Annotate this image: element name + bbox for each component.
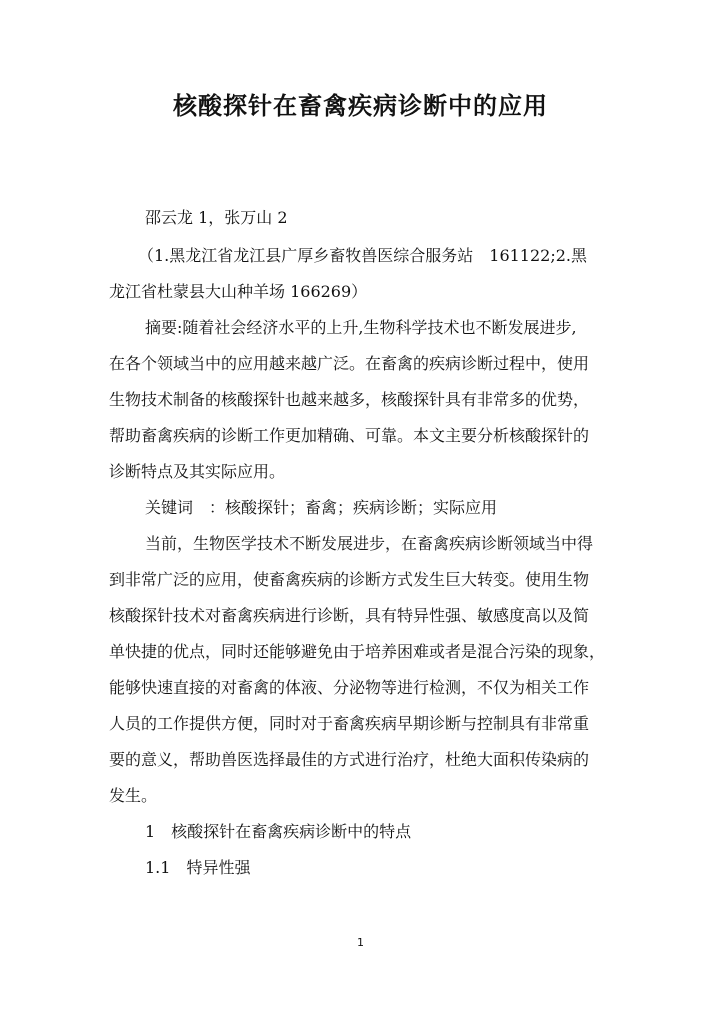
- intro-line: 单快捷的优点，同时还能够避免由于培养困难或者是混合污染的现象，: [109, 642, 606, 661]
- abstract-line: 帮助畜禽疾病的诊断工作更加精确、可靠。本文主要分析核酸探针的: [109, 426, 590, 445]
- intro-line: 能够快速直接的对畜禽的体液、分泌物等进行检测，不仅为相关工作: [109, 678, 590, 697]
- abstract-line: 摘要:随着社会经济水平的上升,生物科学技术也不断发展进步,: [145, 318, 577, 337]
- page-number: 1: [357, 936, 364, 949]
- abstract-line: 诊断特点及其实际应用。: [109, 462, 286, 481]
- document-title: 核酸探针在畜禽疾病诊断中的应用: [173, 92, 548, 120]
- authors: 邵云龙 1，张万山 2: [145, 208, 288, 227]
- keywords: 关键词 ：核酸探针；畜禽；疾病诊断；实际应用: [145, 498, 498, 517]
- section-heading-1: 1 核酸探针在畜禽疾病诊断中的特点: [145, 822, 412, 841]
- intro-line: 核酸探针技术对畜禽疾病进行诊断，具有特异性强、敏感度高以及简: [109, 606, 590, 625]
- section-heading-1-1: 1.1 特异性强: [145, 858, 251, 877]
- affiliation-line-2: 龙江省杜蒙县大山种羊场 166269）: [109, 282, 368, 301]
- abstract-line: 生物技术制备的核酸探针也越来越多，核酸探针具有非常多的优势，: [109, 390, 590, 409]
- intro-line: 发生。: [109, 786, 158, 805]
- intro-line: 要的意义，帮助兽医选择最佳的方式进行治疗，杜绝大面积传染病的: [109, 750, 590, 769]
- abstract-line: 在各个领域当中的应用越来越广泛。在畜禽的疾病诊断过程中，使用: [109, 354, 590, 373]
- intro-line: 当前，生物医学技术不断发展进步，在畜禽疾病诊断领域当中得: [145, 534, 594, 553]
- intro-line: 人员的工作提供方便，同时对于畜禽疾病早期诊断与控制具有非常重: [109, 714, 590, 733]
- affiliation-line-1: （1.黑龙江省龙江县广厚乡畜牧兽医综合服务站 161122;2.黑: [138, 246, 588, 265]
- intro-line: 到非常广泛的应用，使畜禽疾病的诊断方式发生巨大转变。使用生物: [109, 570, 590, 589]
